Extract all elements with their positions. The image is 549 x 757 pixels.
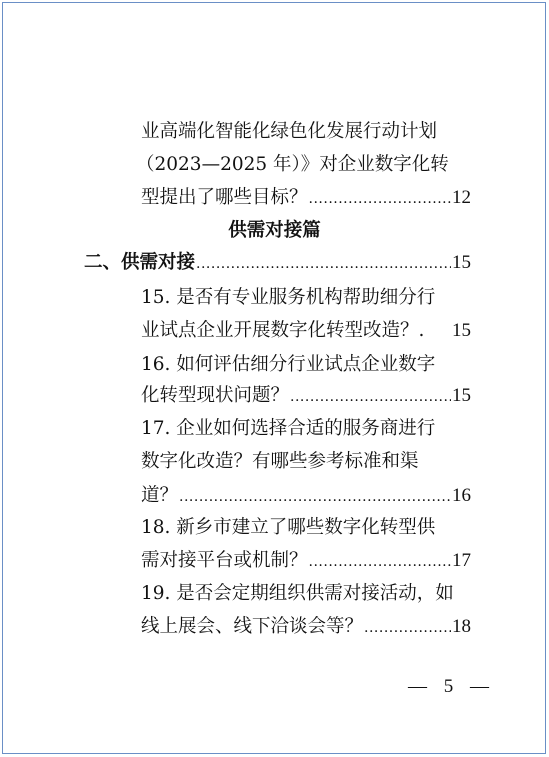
toc-item-19-line-2[interactable] [141, 612, 471, 638]
toc-chapter-label: 二、供需对接 [84, 252, 196, 273]
toc-item-17-line-1[interactable] [141, 414, 435, 440]
toc-item-16-line-2[interactable] [141, 381, 471, 407]
toc-item-17-line-3[interactable] [141, 481, 471, 507]
toc-text: 线上展会、线下洽谈会等？ [141, 616, 364, 637]
toc-item-17-line-2[interactable] [141, 447, 419, 473]
toc-item-15-line-1[interactable] [141, 283, 435, 309]
toc-page-number: 17 [452, 550, 471, 571]
dot-leader [309, 554, 451, 570]
toc-text: （2023—2025 年）》对企业数字化转 [136, 154, 449, 175]
section-title: 供需对接篇 [228, 220, 321, 241]
dot-leader [196, 256, 451, 272]
toc-item-14-line-1 [141, 117, 437, 143]
toc-text: 业试点企业开展数字化转型改造？. [141, 320, 425, 341]
toc-page-number: 15 [452, 320, 471, 341]
toc-text: 16. 如何评估细分行业试点企业数字 [141, 354, 436, 375]
toc-page-number: 18 [452, 616, 471, 637]
dot-leader [290, 389, 451, 405]
toc-text: 18. 新乡市建立了哪些数字化转型供 [141, 517, 436, 538]
toc-item-19-line-1[interactable] [141, 579, 454, 605]
toc-item-15-line-2[interactable] [141, 316, 471, 342]
toc-item-14-line-2 [136, 150, 449, 176]
toc-text: 化转型现状问题？ [141, 385, 290, 406]
toc-text: 需对接平台或机制？ [141, 550, 308, 571]
footer-page-number: — 5 — [408, 676, 495, 697]
dot-leader [309, 191, 451, 207]
toc-text: 业高端化智能化绿色化发展行动计划 [141, 121, 438, 142]
toc-page-number: 15 [452, 252, 471, 273]
toc-text: 15. 是否有专业服务机构帮助细分行 [141, 287, 436, 308]
toc-text: 19. 是否会定期组织供需对接活动，如 [141, 583, 454, 604]
toc-page-number: 16 [452, 485, 471, 506]
page [2, 2, 546, 754]
toc-item-14-line-3[interactable] [141, 183, 471, 209]
toc-item-18-line-1[interactable] [141, 513, 435, 539]
toc-item-16-line-1[interactable] [141, 350, 435, 376]
toc-text: 型提出了哪些目标？ [141, 187, 308, 208]
toc-text: 17. 企业如何选择合适的服务商进行 [141, 418, 436, 439]
toc-text: 数字化改造？有哪些参考标准和渠 [141, 451, 419, 472]
toc-page-number: 12 [452, 187, 471, 208]
toc-item-18-line-2[interactable] [141, 546, 471, 572]
dot-leader [364, 620, 451, 636]
toc-chapter-2[interactable] [84, 248, 471, 274]
toc-text: 道？ [141, 485, 179, 506]
dot-leader [179, 489, 451, 505]
toc-page-number: 15 [452, 385, 471, 406]
